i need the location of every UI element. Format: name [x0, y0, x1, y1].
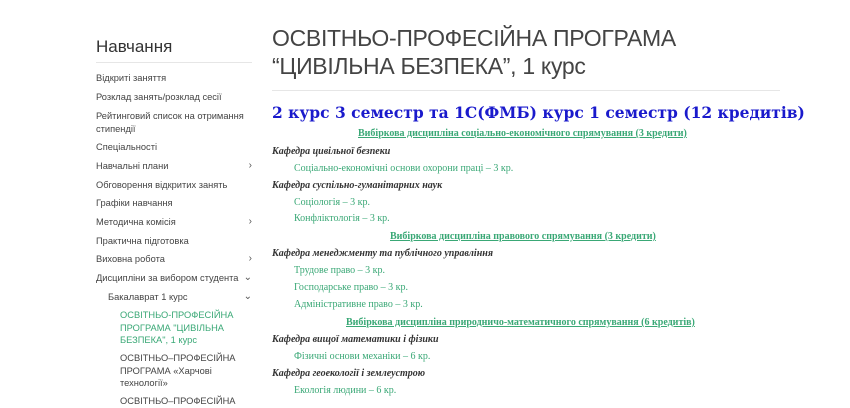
sidebar-item-label: Виховна робота	[96, 254, 165, 264]
sidebar-item-civil-safety[interactable]: ОСВІТНЬО-ПРОФЕСІЙНА ПРОГРАМА "ЦИВІЛЬНА БЕЗПЕКА", 1 курс	[120, 310, 234, 345]
page-title-line-1: ОСВІТНЬО-ПРОФЕСІЙНА ПРОГРАМА	[272, 25, 676, 51]
sidebar-item-rating-list[interactable]: Рейтинговий список на отримання стипендії	[96, 111, 244, 134]
group-heading-socio-economic[interactable]: Вибіркова дисципліна соціально-економічного спрямування (3 кредити)	[358, 128, 687, 139]
course-link[interactable]: Господарське право – 3 кр.	[294, 282, 409, 293]
sidebar-item-specialties[interactable]: Спеціальності	[96, 142, 158, 152]
chevron-down-icon[interactable]: ⌄	[243, 272, 252, 283]
department-heading: Кафедра суспільно-гуманітарних наук	[272, 180, 443, 191]
sidebar-item-discussions[interactable]: Обговорення відкритих занять	[96, 180, 228, 190]
course-link[interactable]: Фізичні основи механіки – 6 кр.	[294, 351, 431, 362]
group-heading-legal[interactable]: Вибіркова дисципліна правового спрямування (3 кредити)	[390, 231, 656, 242]
course-link[interactable]: Соціологія – 3 кр.	[294, 197, 370, 208]
sidebar-item-practical-training[interactable]: Практична підготовка	[96, 236, 189, 246]
department-heading: Кафедра менеджменту та публічного управління	[272, 248, 493, 259]
course-link[interactable]: Екологія людини – 6 кр.	[294, 385, 397, 396]
chevron-down-icon[interactable]: ⌄	[243, 291, 252, 302]
sidebar-item-schedule[interactable]: Розклад занять/розклад сесії	[96, 92, 222, 102]
sidebar-item-bachelor-1[interactable]	[108, 291, 252, 304]
course-link[interactable]: Трудове право – 3 кр.	[294, 265, 385, 276]
sidebar-item-elective-disciplines[interactable]	[96, 272, 252, 285]
sidebar-item-program-cut[interactable]: ОСВІТНЬО–ПРОФЕСІЙНА	[120, 396, 236, 406]
chevron-right-icon[interactable]: ›	[248, 216, 252, 227]
department-heading: Кафедра вищої математики і фізики	[272, 334, 439, 345]
semester-heading: 2 курс 3 семестр та 1С(ФМБ) курс 1 семестр (12 кредитів)	[272, 103, 805, 122]
sidebar-item-open-classes[interactable]: Відкриті заняття	[96, 73, 167, 83]
page-title	[272, 24, 792, 80]
chevron-right-icon[interactable]: ›	[248, 160, 252, 171]
course-link[interactable]: Соціально-економічні основи охорони праці – 3 кр.	[294, 163, 514, 174]
sidebar-title: Навчання	[96, 37, 173, 56]
chevron-right-icon[interactable]: ›	[248, 253, 252, 264]
sidebar-item-food-tech[interactable]: ОСВІТНЬО–ПРОФЕСІЙНА ПРОГРАМА «Харчові технології»	[120, 353, 236, 388]
sidebar-item-label: Навчальні плани	[96, 161, 169, 171]
sidebar-item-label: Методична комісія	[96, 217, 176, 227]
sidebar-item-label: Бакалаврат 1 курс	[108, 292, 188, 302]
sidebar-item-curricula[interactable]	[96, 160, 252, 173]
sidebar-item-educational-work[interactable]	[96, 253, 252, 266]
department-heading: Кафедра цивільної безпеки	[272, 146, 391, 157]
sidebar-item-methodical-commission[interactable]	[96, 216, 252, 229]
page-title-line-2: “ЦИВІЛЬНА БЕЗПЕКА”, 1 курс	[272, 53, 586, 79]
group-heading-natural-math[interactable]: Вибіркова дисципліна природничо-математичного спрямування (6 кредитів)	[346, 317, 695, 328]
course-link[interactable]: Адміністративне право – 3 кр.	[294, 299, 423, 310]
department-heading: Кафедра геоекології і землеустрою	[272, 368, 426, 379]
title-divider	[272, 90, 780, 91]
sidebar-item-label: Дисципліни за вибором студента	[96, 273, 239, 283]
course-link[interactable]: Конфліктологія – 3 кр.	[294, 213, 390, 224]
sidebar-divider	[96, 62, 252, 63]
sidebar-item-study-graphs[interactable]: Графіки навчання	[96, 198, 173, 208]
